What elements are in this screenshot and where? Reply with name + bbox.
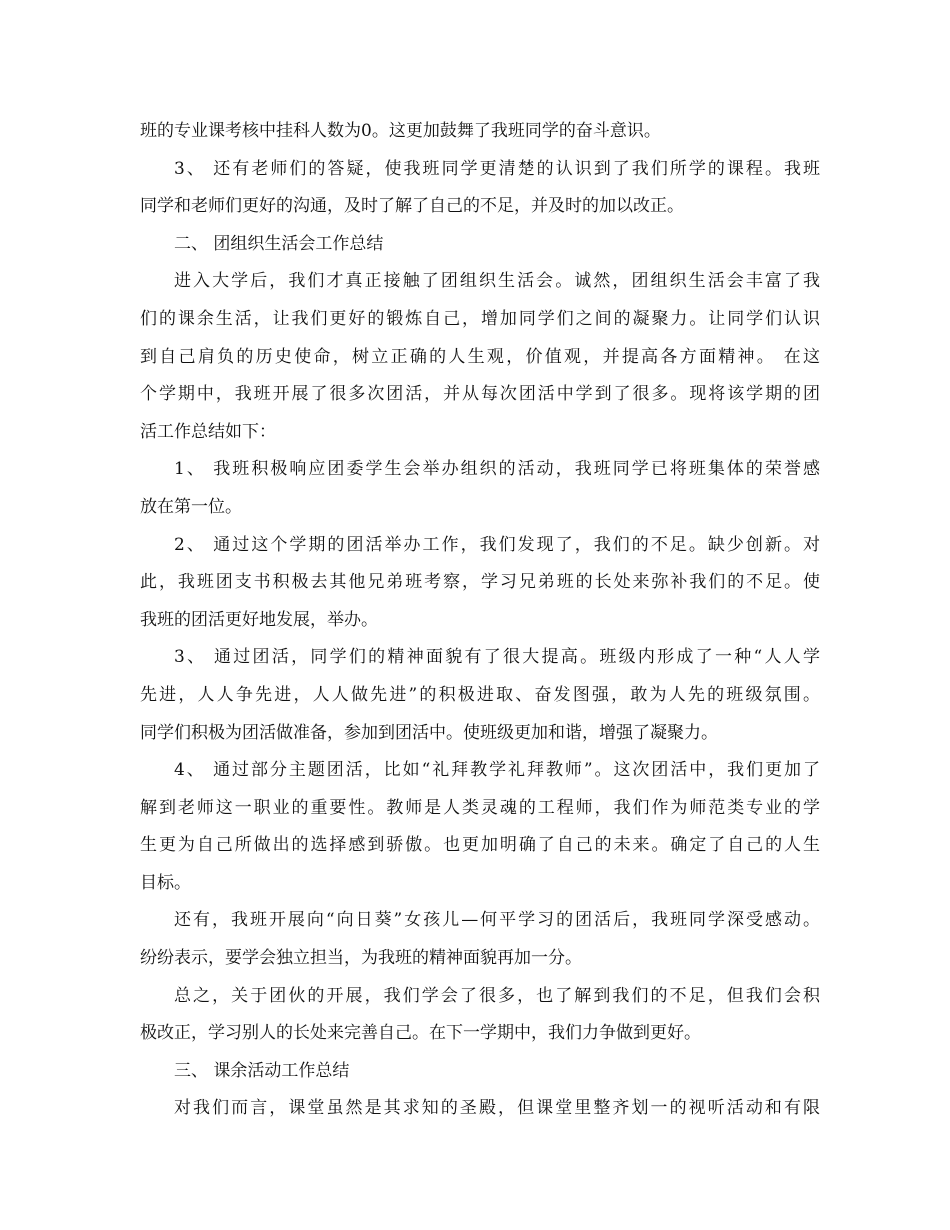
text-line: 2、 通过这个学期的团活举办工作，我们发现了，我们的不足。缺少创新。对 (174, 534, 820, 555)
body-text (140, 113, 820, 1128)
text-line: 进入大学后，我们才真正接触了团组织生活会。诚然，团组织生活会丰富了我 (174, 271, 820, 292)
text-line: 同学和老师们更好的沟通，及时了解了自己的不足，并及时的加以改正。 (140, 196, 684, 217)
text-line: 生更为自己所做出的选择感到骄傲。也更加明确了自己的未来。确定了自己的人生 (140, 835, 820, 856)
text-line: 还有，我班开展向“向日葵”女孩儿—何平学习的团活后，我班同学深受感动。 (174, 910, 820, 931)
text-line: 我班的团活更好地发展，举办。 (140, 609, 378, 630)
text-line: 4、 通过部分主题团活，比如“礼拜教学礼拜教师”。这次团活中，我们更加了 (174, 760, 820, 781)
text-line: 们的课余生活，让我们更好的锻炼自己，增加同学们之间的凝聚力。让同学们认识 (140, 308, 820, 329)
text-line: 先进，人人争先进，人人做先进”的积极进取、奋发图强，敢为人先的班级氛围。 (140, 684, 820, 705)
text-line: 三、 课余活动工作总结 (174, 1060, 350, 1081)
text-line: 3、 通过团活，同学们的精神面貌有了很大提高。班级内形成了一种“人人学 (174, 647, 820, 668)
text-line: 3、 还有老师们的答疑，使我班同学更清楚的认识到了我们所学的课程。我班 (174, 158, 820, 179)
text-line: 纷纷表示，要学会独立担当，为我班的精神面貌再加一分。 (140, 948, 582, 969)
text-line: 活工作总结如下： (140, 421, 276, 442)
text-line: 极改正，学习别人的长处来完善自己。在下一学期中，我们力争做到更好。 (140, 1023, 701, 1044)
text-line: 到自己肩负的历史使命，树立正确的人生观，价值观，并提高各方面精神。 在这 (140, 346, 820, 367)
text-line: 总之，关于团伙的开展，我们学会了很多，也了解到我们的不足，但我们会积 (174, 985, 820, 1006)
text-line: 对我们而言，课堂虽然是其求知的圣殿，但课堂里整齐划一的视听活动和有限 (174, 1098, 820, 1119)
text-line: 班的专业课考核中挂科人数为0。这更加鼓舞了我班同学的奋斗意识。 (140, 121, 661, 141)
text-line: 此，我班团支书积极去其他兄弟班考察，学习兄弟班的长处来弥补我们的不足。使 (140, 572, 820, 593)
text-line: 二、 团组织生活会工作总结 (174, 233, 384, 254)
text-line: 同学们积极为团活做准备，参加到团活中。使班级更加和谐，增强了凝聚力。 (140, 722, 718, 743)
text-line: 解到老师这一职业的重要性。教师是人类灵魂的工程师，我们作为师范类专业的学 (140, 797, 820, 818)
text-line: 1、 我班积极响应团委学生会举办组织的活动，我班同学已将班集体的荣誉感 (174, 459, 820, 480)
text-line: 放在第一位。 (140, 496, 242, 517)
text-line: 目标。 (140, 872, 191, 893)
text-line: 个学期中，我班开展了很多次团活，并从每次团活中学到了很多。现将该学期的团 (140, 384, 820, 405)
